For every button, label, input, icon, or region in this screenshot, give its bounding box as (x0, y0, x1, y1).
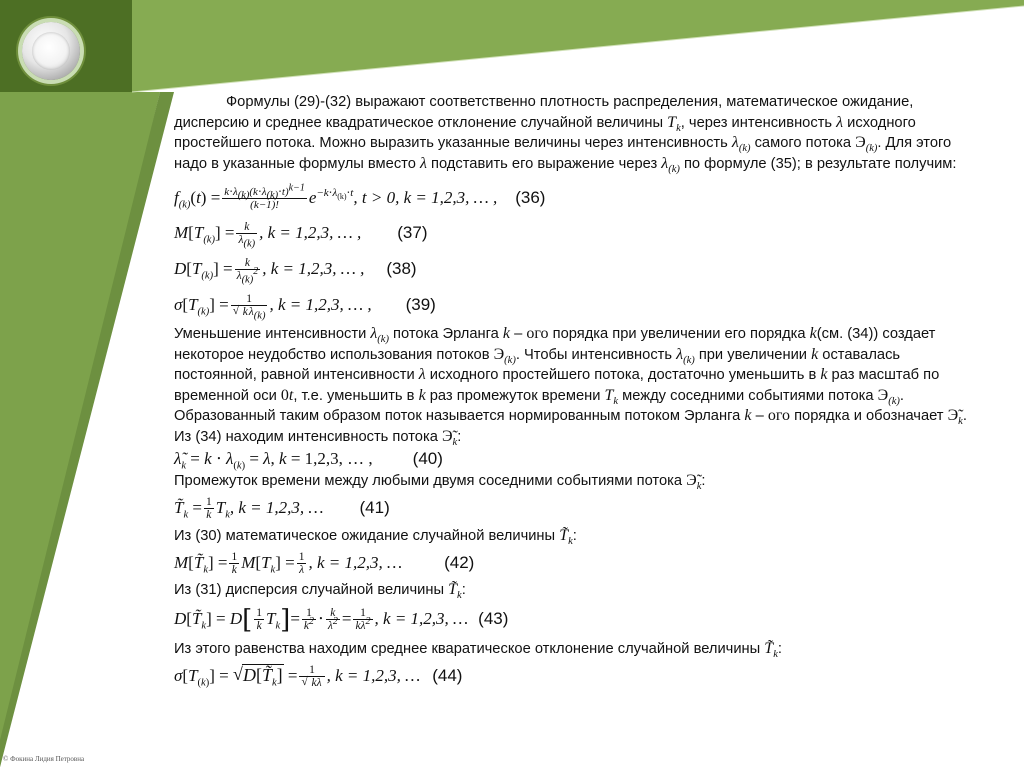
slide-content (174, 92, 974, 693)
logo-emblem (22, 22, 80, 80)
erlang-normalization-paragraph: Уменьшение интенсивности $\lambda_{(k)}$ потока Эрланга k – ого порядка при увеличении его порядка k(см. (34)) создает некоторое неудобство использования потоков $Э_{(k)}$. Чтобы интенсивность $\lambda_{(k)}$ при увеличении k оставалась постоянной, равной интенсивности λ исходного простейшего потока, достаточно уменьшить в k раз масштаб по временной оси 0t, т.е. уменьшить в k раз промежуток времени $T_k$ между соседними событиями потока $Э_{(k)}$. Образованный таким образом поток называется нормированным потоком Эрланга k – ого порядка и обозначает $Э̃_k$. (174, 325, 967, 428)
equation-43: $D[T̃_k] = D$ [ $\frac{1}{k}$ $T_k$ ] = $\frac{1}{k^2}$ ⋅ $\frac{k}{\lambda^2}$ = $\frac{1}{k\lambda^2}$ , k = 1,2,3, … (43) (174, 604, 509, 635)
line-sigma: Из этого равенства находим среднее кваратическое отклонение случайной величины $T̃_k$: (174, 639, 782, 660)
line-from-31: Из (31) дисперсия случайной величины $T̃_k$: (174, 581, 466, 602)
equation-40: $\lambdã_k = k \cdot \lambda_{(k)} = \lambda$, k = 1,2,3, … , (40) (174, 448, 443, 472)
equation-36: $f_{(k)}(t)$ = $\frac{k\cdot\lambda_{(k)}(k\cdot\lambda_{(k)}\cdot t)^{k-1}}{(k-1)!}$ $e^{-k\cdot\lambda_{(k)}\cdot t}$, t > 0, k = 1,2,3, … , (36) (174, 181, 546, 211)
equation-42: $M[T̃_k]$ = $\frac{1}{k}$ $M[T_k]$ = $\frac{1}{\lambda}$ , k = 1,2,3, … (42) (174, 550, 475, 576)
equation-38: $D[T_{(k)}]$ = $\frac{k}{\lambda_{(k)}^2}$ , k = 1,2,3, … , (38) (174, 256, 417, 285)
line-interval: Промежуток времени между любыми двумя соседними событиями потока $Э̃_k$: (174, 472, 706, 493)
line-from-30: Из (30) математическое ожидание случайной величины $T̃_k$: (174, 526, 577, 547)
copyright-footer: © Фокина Лидия Петровна (3, 755, 85, 763)
header-light-wedge (132, 0, 1024, 92)
equation-41: $T̃_k$ = $\frac{1}{k}$ $T_k$, k = 1,2,3, … (41) (174, 496, 390, 521)
line-from-34: Из (34) находим интенсивность потока $Э̃_k$: (174, 427, 462, 448)
equation-39: $\sigma[T_{(k)}]$ = 1 √ $k\lambda_{(k)}$ , k = 1,2,3, … , (39) (174, 288, 974, 322)
equation-44: $\sigma[T_{(k)}]$ = √ $D[T̃_k]$ = 1 √ kλ , k = 1,2,3, … (44) (174, 659, 974, 693)
intro-paragraph: Формулы (29)-(32) выражают соответственно плотность распределения, математическое ожидание, дисперсию и среднее квадратическое отклонение случайной величины $T_k$, через интенсивность λ исходного простейшего потока. Можно выразить указанные величины через интенсивность $\lambda_{(k)}$ самого потока $Э_{(k)}$. Для этого надо в указанные формулы вместо λ подставить его выражение через $\lambda_{(k)}$ по формуле (35); в результате получим: (174, 94, 957, 175)
equation-37: $M[T_{(k)}]$ = $\frac{k}{\lambda_{(k)}}$ , k = 1,2,3, … , (37) (174, 220, 428, 249)
